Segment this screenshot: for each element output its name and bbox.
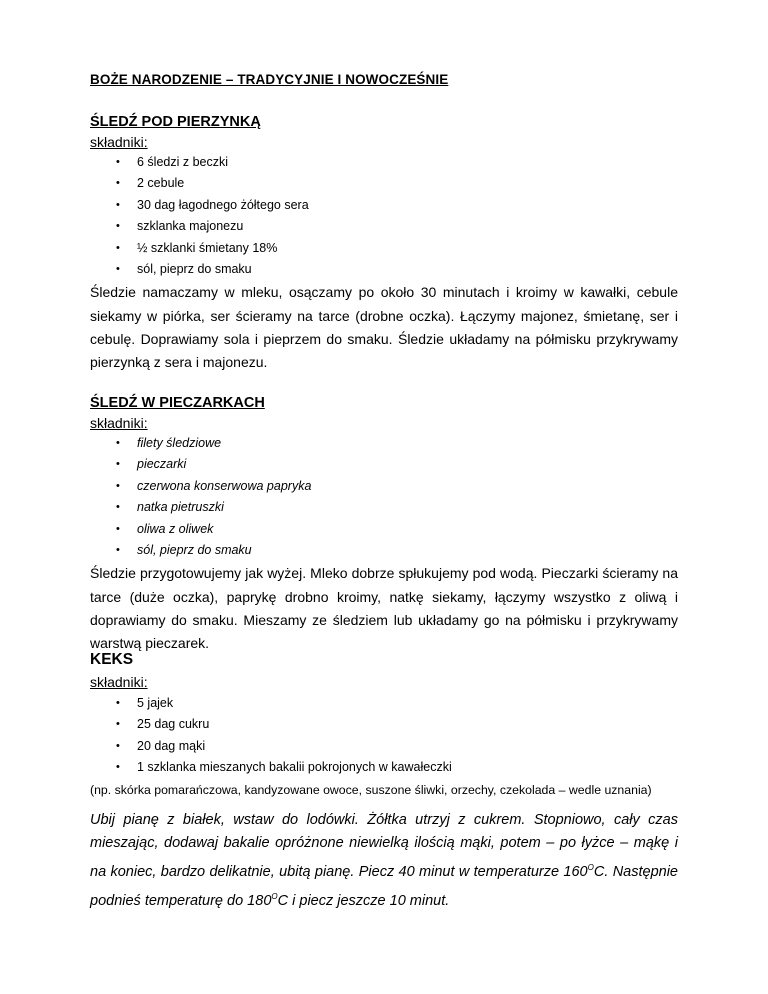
ingredients-label: składniki:: [90, 674, 148, 690]
list-item: • czerwona konserwowa papryka: [90, 476, 678, 497]
list-item: • 2 cebule: [90, 173, 678, 194]
recipe-sledz-w-pieczarkach: [90, 395, 678, 656]
bullet-icon: •: [116, 718, 120, 731]
list-item: • sól, pieprz do smaku: [90, 259, 678, 280]
list-item: • szklanka majonezu: [90, 216, 678, 237]
list-item: • filety śledziowe: [90, 433, 678, 454]
list-item: • sól, pieprz do smaku: [90, 540, 678, 561]
degree-mark: O: [271, 891, 278, 901]
recipe-sledz-pod-pierzynka: [90, 114, 678, 375]
recipe-title: ŚLEDŹ W PIECZARKACH: [90, 395, 265, 411]
ingredients-label: składniki:: [90, 134, 148, 150]
bullet-icon: •: [116, 458, 120, 471]
instructions-paragraph: Ubij pianę z białek, wstaw do lodówki. Żółtka utrzyj z cukrem. Stopniowo, cały czas mieszając, dodawaj bakalie opróżnone niewielką ilością mąki, potem – po łyżce – mąkę i na koniec, bardzo delikatnie, ubitą pianę. Piecz 40 minut w temperaturze $160^OC$. Następnie podnieś temperaturę do $180^OC$ i piecz jeszcze 10 minut.: [90, 811, 678, 909]
bullet-icon: •: [116, 739, 120, 752]
list-item: • 20 dag mąki: [90, 736, 678, 757]
list-item: • 30 dag łagodnego żółtego sera: [90, 195, 678, 216]
list-item: • natka pietruszki: [90, 497, 678, 518]
degree-mark: O: [587, 863, 594, 873]
bullet-icon: •: [116, 262, 120, 275]
bullet-icon: •: [116, 761, 120, 774]
bullet-icon: •: [116, 501, 120, 514]
list-item: • 5 jajek: [90, 693, 678, 714]
ingredients-label: składniki:: [90, 415, 148, 431]
instructions-paragraph: Śledzie namaczamy w mleku, osączamy po około 30 minutach i kroimy w kawałki, cebule siekamy w piórka, ser ścieramy na tarce (drobne oczka). Łączymy majonez, śmietanę, ser i cebulę. Doprawiamy sola i pieprzem do smaku. Śledzie układamy na półmisku przykrywamy pierzynką z sera i majonezu.: [90, 284, 678, 371]
bullet-icon: •: [116, 156, 120, 168]
list-item: • 6 śledzi z beczki: [90, 152, 678, 173]
recipe-title: ŚLEDŹ POD PIERZYNKĄ: [90, 114, 261, 130]
instructions-paragraph: Śledzie przygotowujemy jak wyżej. Mleko dobrze spłukujemy pod wodą. Pieczarki ścieramy na tarce (duże oczka), paprykę drobno kroimy, natkę siekamy, łączymy wszystko z oliwą i doprawiamy do smaku. Mieszamy ze śledziem lub układamy go na półmisku i przykrywamy warstwą pieczarek.: [90, 565, 678, 652]
bullet-icon: •: [116, 198, 120, 211]
bullet-icon: •: [116, 241, 120, 254]
ingredients-note: (np. skórka pomarańczowa, kandyzowane owoce, suszone śliwki, orzechy, czekolada – wedle uznania): [90, 782, 652, 797]
ingredients-list: [90, 693, 678, 779]
list-item: • 1 szklanka mieszanych bakalii pokrojonych w kawałeczki: [90, 757, 678, 778]
list-item: • pieczarki: [90, 454, 678, 475]
list-item: • ½ szklanki śmietany 18%: [90, 238, 678, 259]
list-item: • 25 dag cukru: [90, 714, 678, 735]
bullet-icon: •: [116, 697, 120, 709]
ingredients-list: [90, 433, 678, 561]
document-title: BOŻE NARODZENIE – TRADYCYJNIE I NOWOCZEŚNIE: [90, 72, 449, 87]
ingredients-list: [90, 152, 678, 280]
bullet-icon: •: [116, 177, 120, 190]
list-item: • oliwa z oliwek: [90, 519, 678, 540]
recipe-title: KEKS: [90, 651, 134, 668]
bullet-icon: •: [116, 220, 120, 233]
bullet-icon: •: [116, 437, 120, 449]
recipe-keks: [90, 651, 678, 913]
bullet-icon: •: [116, 522, 120, 535]
bullet-icon: •: [116, 543, 120, 556]
bullet-icon: •: [116, 479, 120, 492]
